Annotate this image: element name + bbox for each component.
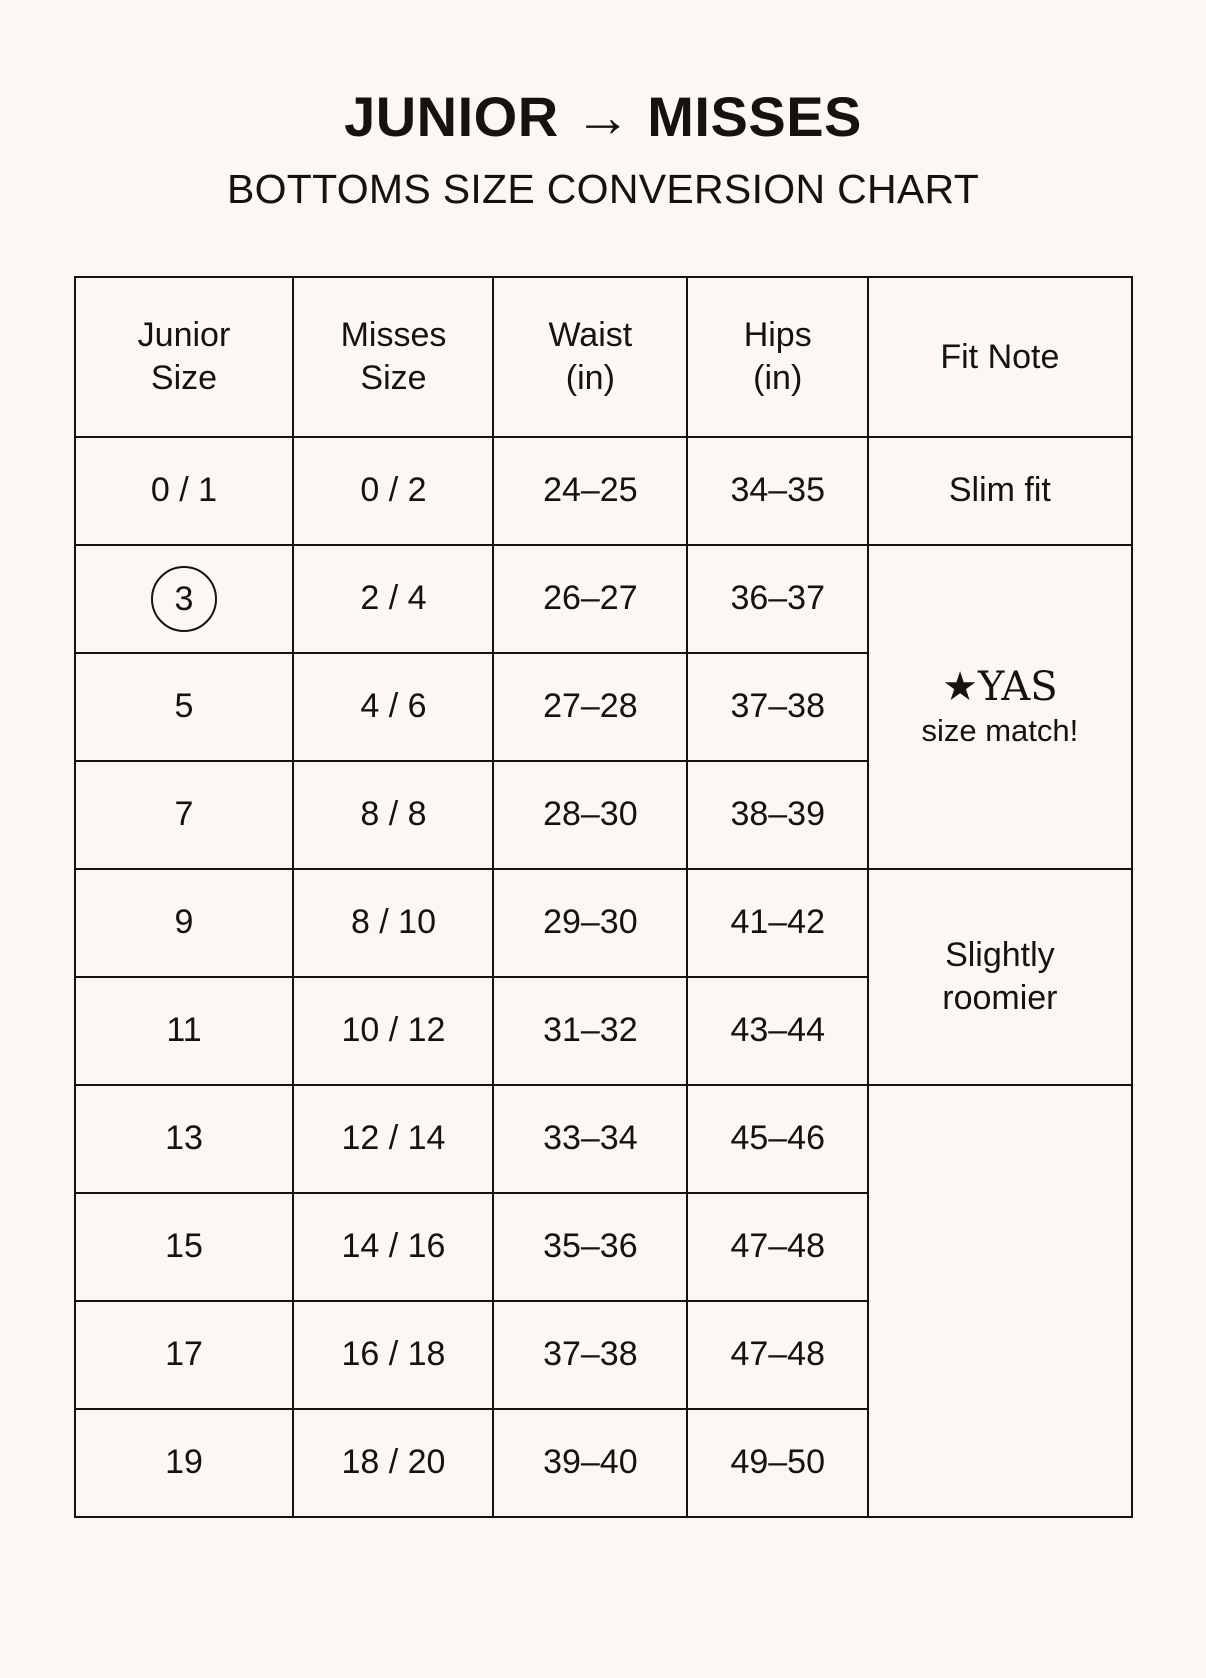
cell-fit-note-roomier	[868, 869, 1131, 1085]
column-header-misses-size-line1: Misses	[340, 316, 447, 355]
column-header-junior-size-line1: Junior	[137, 316, 231, 355]
cell-waist: 27–28	[493, 653, 687, 761]
cell-junior-size: 11	[75, 977, 294, 1085]
cell-fit-note-yas	[868, 545, 1131, 869]
cell-misses-size: 12 / 14	[293, 1085, 493, 1193]
cell-misses-size: 18 / 20	[293, 1409, 493, 1517]
cell-fit-note-slim: Slim fit	[868, 437, 1131, 545]
cell-misses-size: 16 / 18	[293, 1301, 493, 1409]
column-header-fit-note	[868, 277, 1131, 437]
cell-hips: 43–44	[687, 977, 868, 1085]
cell-waist: 24–25	[493, 437, 687, 545]
cell-misses-size: 2 / 4	[293, 545, 493, 653]
column-header-misses-size-line2: Size	[360, 358, 427, 397]
cell-hips: 47–48	[687, 1193, 868, 1301]
cell-junior-size: 9	[75, 869, 294, 977]
fit-note-yas-label: ★YAS	[942, 664, 1058, 711]
cell-waist: 37–38	[493, 1301, 687, 1409]
cell-hips: 41–42	[687, 869, 868, 977]
table-row	[75, 437, 1132, 545]
cell-waist: 31–32	[493, 977, 687, 1085]
cell-waist: 26–27	[493, 545, 687, 653]
cell-junior-size: 0 / 1	[75, 437, 294, 545]
cell-junior-size-highlighted	[75, 545, 294, 653]
cell-waist: 29–30	[493, 869, 687, 977]
cell-junior-size: 7	[75, 761, 294, 869]
cell-waist: 39–40	[493, 1409, 687, 1517]
column-header-waist-line2: (in)	[565, 358, 615, 397]
circled-size-marker: 3	[151, 566, 217, 632]
column-header-fit-note-label: Fit Note	[940, 337, 1060, 376]
column-header-waist	[493, 277, 687, 437]
cell-junior-size: 5	[75, 653, 294, 761]
cell-waist: 35–36	[493, 1193, 687, 1301]
cell-fit-note-empty	[868, 1085, 1131, 1517]
column-header-waist-line1: Waist	[548, 316, 633, 355]
cell-misses-size: 14 / 16	[293, 1193, 493, 1301]
table-header	[75, 277, 1132, 437]
table-body	[75, 437, 1132, 1517]
cell-hips: 49–50	[687, 1409, 868, 1517]
cell-misses-size: 4 / 6	[293, 653, 493, 761]
column-header-junior-size-line2: Size	[150, 358, 218, 397]
table-row	[75, 545, 1132, 653]
page-title: JUNIOR → MISSES	[344, 85, 862, 148]
column-header-hips-line2: (in)	[753, 358, 803, 397]
cell-junior-size: 15	[75, 1193, 294, 1301]
column-header-hips-line1: Hips	[743, 316, 812, 355]
fit-note-roomier-line1: Slightly	[945, 936, 1055, 975]
column-header-hips	[687, 277, 868, 437]
fit-note-yas-sublabel: size match!	[921, 713, 1079, 749]
column-header-misses-size	[293, 277, 493, 437]
table-header-row	[75, 277, 1132, 437]
cell-waist: 33–34	[493, 1085, 687, 1193]
cell-junior-size: 19	[75, 1409, 294, 1517]
cell-junior-size: 13	[75, 1085, 294, 1193]
fit-note-roomier-line2: roomier	[942, 978, 1058, 1017]
cell-hips: 47–48	[687, 1301, 868, 1409]
cell-waist: 28–30	[493, 761, 687, 869]
cell-misses-size: 8 / 10	[293, 869, 493, 977]
cell-misses-size: 10 / 12	[293, 977, 493, 1085]
cell-hips: 38–39	[687, 761, 868, 869]
table-row	[75, 869, 1132, 977]
cell-misses-size: 0 / 2	[293, 437, 493, 545]
page-subtitle: BOTTOMS SIZE CONVERSION CHART	[226, 165, 980, 212]
cell-hips: 45–46	[687, 1085, 868, 1193]
cell-hips: 36–37	[687, 545, 868, 653]
size-conversion-table	[74, 276, 1133, 1518]
cell-hips: 37–38	[687, 653, 868, 761]
table-row	[75, 1085, 1132, 1193]
cell-junior-size: 17	[75, 1301, 294, 1409]
cell-hips: 34–35	[687, 437, 868, 545]
cell-misses-size: 8 / 8	[293, 761, 493, 869]
column-header-junior-size	[75, 277, 294, 437]
